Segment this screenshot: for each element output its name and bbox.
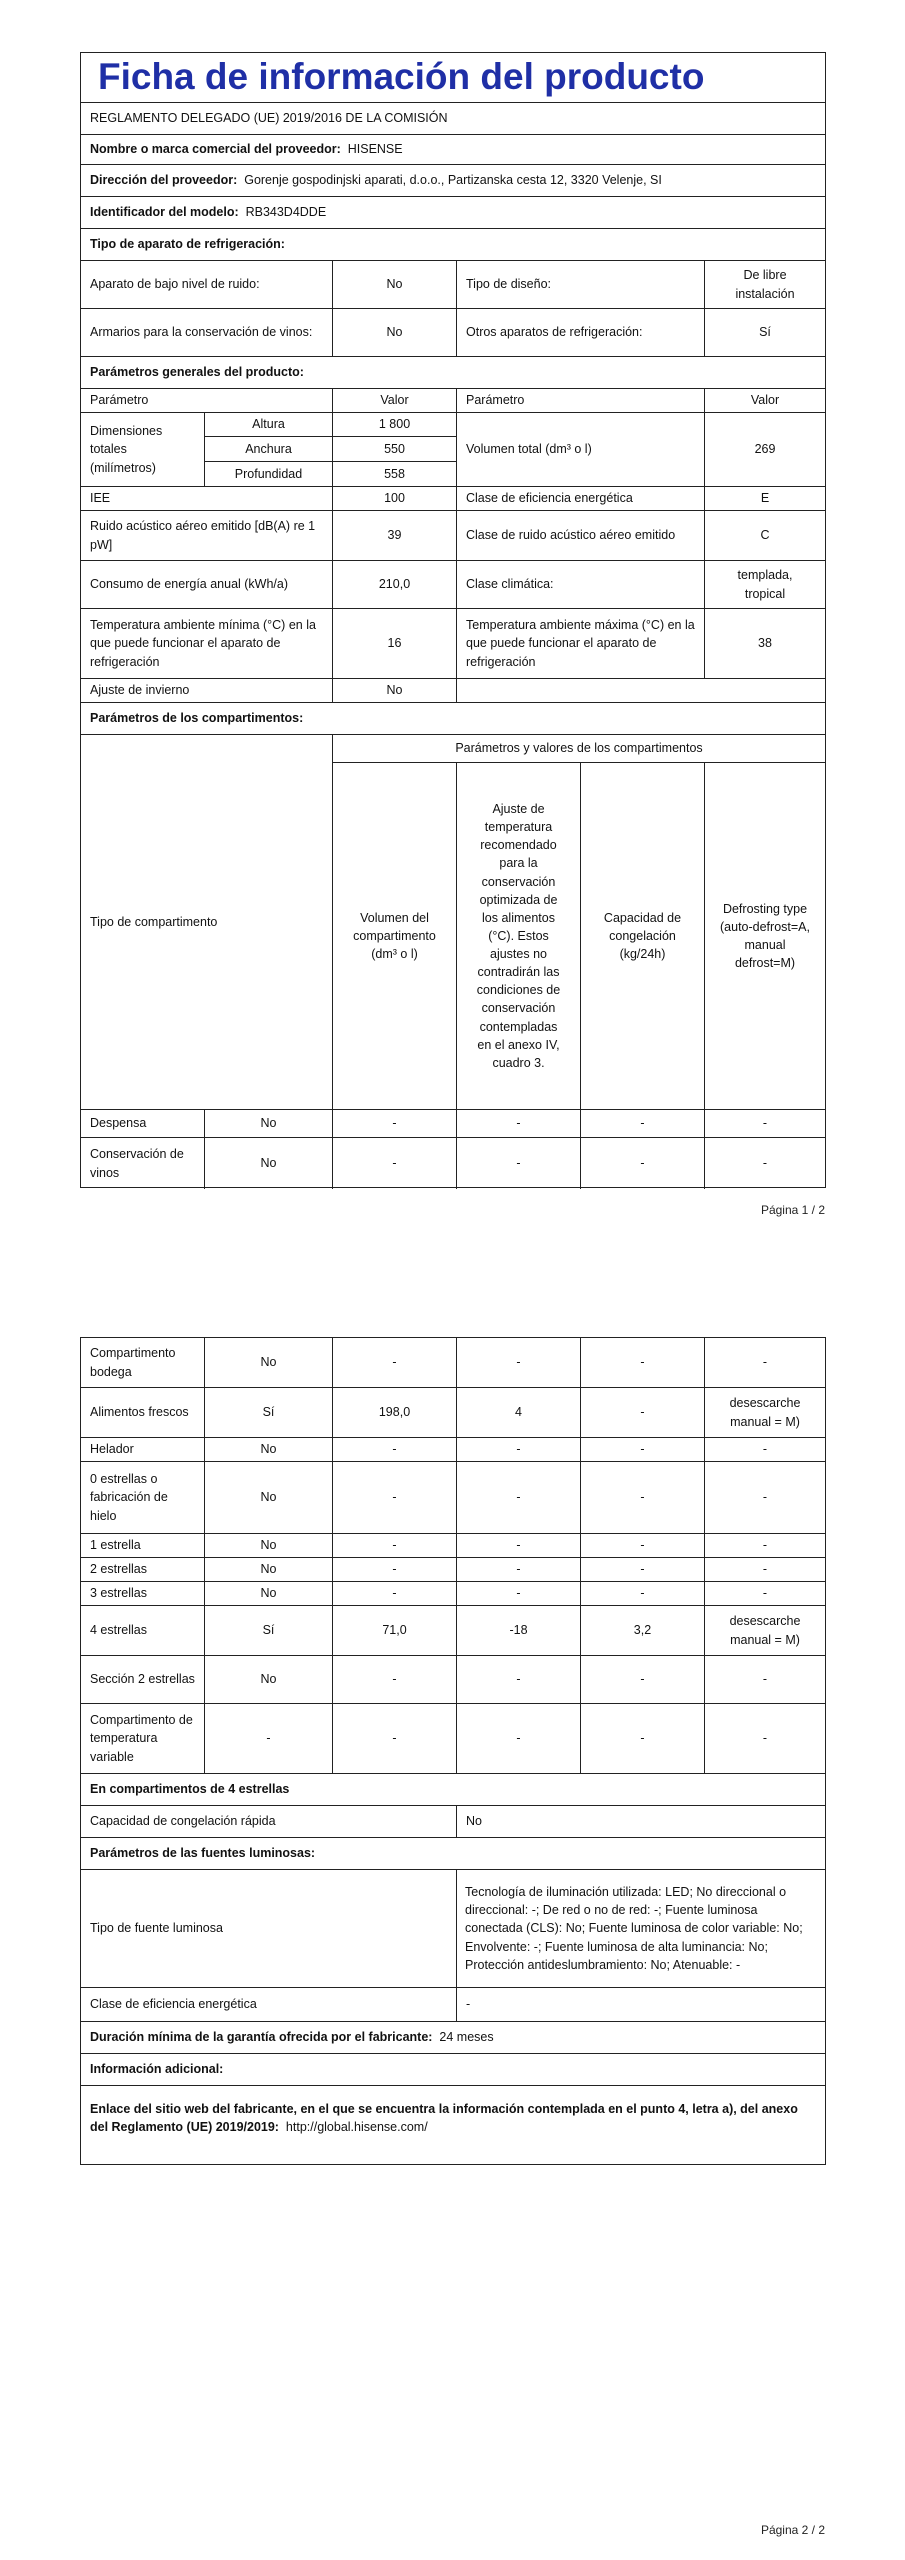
eei-row <box>81 487 825 511</box>
compartment-temp: - <box>457 1582 581 1605</box>
compartment-freeze: - <box>581 1582 705 1605</box>
supplier-address-label: Dirección del proveedor: <box>90 173 238 188</box>
general-heading: Parámetros generales del producto: <box>90 365 304 380</box>
product-info-sheet-page-2 <box>80 1337 826 2165</box>
eei-label: IEE <box>81 487 333 510</box>
compartment-row <box>81 1438 825 1462</box>
compartment-freeze: - <box>581 1438 705 1461</box>
appliance-type-heading-row <box>81 229 825 261</box>
design-type-value: De libre instalación <box>735 268 795 301</box>
low-noise-label: Aparato de bajo nivel de ruido: <box>81 261 333 308</box>
appliance-type-heading: Tipo de aparato de refrigeración: <box>90 237 285 252</box>
compartment-temp: - <box>457 1558 581 1581</box>
additional-info-heading: Información adicional: <box>90 2062 224 2077</box>
compartment-row <box>81 1656 825 1704</box>
compartment-present: No <box>205 1462 333 1533</box>
compartment-temp: - <box>457 1338 581 1387</box>
low-noise-row <box>81 261 825 309</box>
fast-freeze-value: No <box>466 1814 482 1829</box>
max-temp-value: 38 <box>758 636 772 651</box>
compartment-name: Helador <box>81 1438 205 1461</box>
light-heading: Parámetros de las fuentes luminosas: <box>90 1846 316 1861</box>
supplier-brand-row <box>81 135 825 165</box>
general-heading-row <box>81 357 825 389</box>
group-header-cell <box>333 735 825 763</box>
climate-class-value: templada, tropical <box>737 568 793 601</box>
compartment-name: Sección 2 estrellas <box>81 1656 205 1703</box>
compartment-name: Conservación de vinos <box>81 1138 205 1189</box>
min-temp-value: 16 <box>333 609 457 678</box>
height-value: 1 800 <box>333 413 457 436</box>
light-type-value: Tecnología de iluminación utilizada: LED; No direccional o direccional: -; De red o no de red: -; Fuente luminosa conectada (CLS): No; Fuente luminosa de color variable: No; Envolvente: -; Fuente luminosa de alta luminancia: No; Protección antideslumbramiento: No; Atenuable: - <box>465 1885 803 1972</box>
compartment-temp: 4 <box>457 1388 581 1437</box>
col-param-header-left: Parámetro <box>81 389 333 412</box>
energy-class-value: E <box>760 491 770 506</box>
compartment-volume: 71,0 <box>333 1606 457 1655</box>
compartment-defrost: desescarche manual = M) <box>729 1396 801 1429</box>
product-info-sheet-page-1 <box>80 52 826 1188</box>
wine-cabinet-value: No <box>333 309 457 356</box>
col-value-header-right: Valor <box>750 393 780 408</box>
fast-freeze-row <box>81 1806 825 1838</box>
compartment-name: 2 estrellas <box>81 1558 205 1581</box>
depth-subrow <box>205 462 457 487</box>
light-type-row <box>81 1870 825 1988</box>
eei-value: 100 <box>333 487 457 510</box>
compartment-defrost: - <box>762 1538 768 1553</box>
depth-value: 558 <box>333 462 457 487</box>
compartments-header-block <box>81 735 825 1110</box>
warranty-value: 24 meses <box>439 2030 494 2045</box>
compartment-present: No <box>205 1110 333 1137</box>
compartment-volume: - <box>333 1338 457 1387</box>
compartment-name: 4 estrellas <box>81 1606 205 1655</box>
depth-label: Profundidad <box>205 462 333 487</box>
website-link[interactable]: http://global.hisense.com/ <box>285 2120 428 2135</box>
noise-value: 39 <box>333 511 457 560</box>
compartment-present: No <box>205 1138 333 1189</box>
compartment-row <box>81 1582 825 1606</box>
compartments-heading-row <box>81 703 825 735</box>
wine-cabinet-row <box>81 309 825 357</box>
compartment-defrost: - <box>762 1355 768 1370</box>
width-value: 550 <box>333 437 457 461</box>
consumption-row <box>81 561 825 609</box>
compartment-volume: - <box>333 1438 457 1461</box>
compartment-temp: - <box>457 1534 581 1557</box>
col-temp-header: Ajuste de temperatura recomendado para la conservación optimizada de los alimentos (°C). Estos ajustes no contradirán las condiciones de conservación contempladas en el anexo IV, cuadro 3. <box>457 763 581 1109</box>
light-class-label: Clase de eficiencia energética <box>81 1988 457 2021</box>
compartment-freeze: - <box>581 1138 705 1189</box>
compartment-defrost: - <box>762 1442 768 1457</box>
general-header-row <box>81 389 825 413</box>
compartment-volume: - <box>333 1558 457 1581</box>
column-headers <box>333 763 825 1109</box>
height-subrow <box>205 413 457 437</box>
supplier-brand-value: HISENSE <box>347 142 403 157</box>
compartment-freeze: - <box>581 1656 705 1703</box>
compartment-row <box>81 1606 825 1656</box>
compartment-row <box>81 1388 825 1438</box>
supplier-brand-label: Nombre o marca comercial del proveedor: <box>90 142 341 157</box>
compartment-defrost: - <box>762 1116 768 1131</box>
compartment-temp: - <box>457 1138 581 1189</box>
regulation-text: REGLAMENTO DELEGADO (UE) 2019/2016 DE LA COMISIÓN <box>90 111 448 126</box>
compartment-row <box>81 1110 825 1138</box>
compartment-present: No <box>205 1656 333 1703</box>
compartment-present: No <box>205 1582 333 1605</box>
consumption-label: Consumo de energía anual (kWh/a) <box>81 561 333 608</box>
compartment-defrost: - <box>762 1562 768 1577</box>
other-appliance-value: Sí <box>759 325 771 340</box>
compartment-present: No <box>205 1338 333 1387</box>
supplier-address-value: Gorenje gospodinjski aparati, d.o.o., Partizanska cesta 12, 3320 Velenje, SI <box>244 173 662 188</box>
compartment-temp: - <box>457 1704 581 1773</box>
compartment-defrost: - <box>762 1731 768 1746</box>
light-class-value: - <box>466 1997 471 2012</box>
four-star-heading: En compartimentos de 4 estrellas <box>90 1782 290 1797</box>
winter-row <box>81 679 825 703</box>
noise-class-value: C <box>760 528 770 543</box>
warranty-row <box>81 2022 825 2054</box>
wine-cabinet-label: Armarios para la conservación de vinos: <box>81 309 333 356</box>
dimensions-label: Dimensiones totales (milímetros) <box>81 413 205 486</box>
col-value-header-left: Valor <box>333 389 457 412</box>
compartment-temp: - <box>457 1438 581 1461</box>
height-label: Altura <box>205 413 333 436</box>
compartment-row <box>81 1338 825 1388</box>
title-row <box>81 53 825 103</box>
compartment-defrost: desescarche manual = M) <box>729 1614 801 1647</box>
website-row <box>81 2086 825 2166</box>
compartment-temp: -18 <box>457 1606 581 1655</box>
compartment-row <box>81 1558 825 1582</box>
compartment-volume: - <box>333 1138 457 1189</box>
dimensions-block <box>81 413 825 487</box>
compartment-temp: - <box>457 1656 581 1703</box>
four-star-heading-row <box>81 1774 825 1806</box>
compartment-present: - <box>205 1704 333 1773</box>
compartment-volume: - <box>333 1656 457 1703</box>
warranty-label: Duración mínima de la garantía ofrecida por el fabricante: <box>90 2030 433 2045</box>
compartment-temp: - <box>457 1462 581 1533</box>
col-defrost-header: Defrosting type (auto-defrost=A, manual defrost=M) <box>720 901 810 971</box>
compartments-heading: Parámetros de los compartimentos: <box>90 711 304 726</box>
compartment-freeze: 3,2 <box>581 1606 705 1655</box>
compartment-name: Compartimento de temperatura variable <box>81 1704 205 1773</box>
total-volume-label: Volumen total (dm³ o l) <box>457 413 705 486</box>
light-class-row <box>81 1988 825 2022</box>
compartment-present: No <box>205 1534 333 1557</box>
noise-label: Ruido acústico aéreo emitido [dB(A) re 1 pW] <box>81 511 333 560</box>
compartment-name: Alimentos frescos <box>81 1388 205 1437</box>
compartment-defrost: - <box>762 1156 768 1171</box>
compartment-type-header: Tipo de compartimento <box>81 735 333 1109</box>
max-temp-label: Temperatura ambiente máxima (°C) en la que puede funcionar el aparato de refrigeración <box>457 609 705 678</box>
noise-class-label: Clase de ruido acústico aéreo emitido <box>457 511 705 560</box>
winter-value: No <box>333 679 457 702</box>
compartment-name: 1 estrella <box>81 1534 205 1557</box>
noise-row <box>81 511 825 561</box>
compartment-defrost: - <box>762 1490 768 1505</box>
total-volume-value: 269 <box>754 442 776 457</box>
compartment-group-header: Parámetros y valores de los compartimentos <box>455 741 703 756</box>
compartment-name: 3 estrellas <box>81 1582 205 1605</box>
page-number-1: Página 1 / 2 <box>760 1203 825 1217</box>
fast-freeze-label: Capacidad de congelación rápida <box>81 1806 457 1837</box>
compartment-volume: 198,0 <box>333 1388 457 1437</box>
model-id-value: RB343D4DDE <box>245 205 327 220</box>
compartment-row <box>81 1462 825 1534</box>
compartment-row <box>81 1138 825 1189</box>
compartment-name: Compartimento bodega <box>81 1338 205 1387</box>
compartment-present: No <box>205 1558 333 1581</box>
compartment-defrost: - <box>762 1586 768 1601</box>
ambient-temp-row <box>81 609 825 679</box>
model-id-row <box>81 197 825 229</box>
compartment-freeze: - <box>581 1704 705 1773</box>
compartment-volume: - <box>333 1704 457 1773</box>
light-heading-row <box>81 1838 825 1870</box>
width-label: Anchura <box>205 437 333 461</box>
compartment-present: Sí <box>205 1606 333 1655</box>
compartment-volume: - <box>333 1534 457 1557</box>
additional-info-row <box>81 2054 825 2086</box>
compartment-present: Sí <box>205 1388 333 1437</box>
energy-class-label: Clase de eficiencia energética <box>457 487 705 510</box>
winter-label: Ajuste de invierno <box>81 679 333 702</box>
winter-empty-cell <box>457 679 825 702</box>
col-freeze-header: Capacidad de congelación (kg/24h) <box>581 763 705 1109</box>
compartment-name: Despensa <box>81 1110 205 1137</box>
col-param-header-right: Parámetro <box>457 389 705 412</box>
page-title: Ficha de información del producto <box>98 56 705 98</box>
climate-class-label: Clase climática: <box>457 561 705 608</box>
compartment-freeze: - <box>581 1462 705 1533</box>
compartment-row <box>81 1704 825 1774</box>
low-noise-value: No <box>333 261 457 308</box>
compartment-name: 0 estrellas o fabricación de hielo <box>81 1462 205 1533</box>
page-number-2: Página 2 / 2 <box>760 2523 825 2537</box>
compartment-volume: - <box>333 1462 457 1533</box>
compartment-freeze: - <box>581 1338 705 1387</box>
compartment-temp: - <box>457 1110 581 1137</box>
width-subrow <box>205 437 457 462</box>
col-volume-header: Volumen del compartimento (dm³ o l) <box>333 763 457 1109</box>
compartment-freeze: - <box>581 1388 705 1437</box>
compartment-freeze: - <box>581 1558 705 1581</box>
compartment-volume: - <box>333 1582 457 1605</box>
compartment-freeze: - <box>581 1110 705 1137</box>
compartment-defrost: - <box>762 1672 768 1687</box>
regulation-row <box>81 103 825 135</box>
compartment-present: No <box>205 1438 333 1461</box>
consumption-value: 210,0 <box>333 561 457 608</box>
light-type-label: Tipo de fuente luminosa <box>81 1870 457 1987</box>
design-type-label: Tipo de diseño: <box>457 261 705 308</box>
compartment-row <box>81 1534 825 1558</box>
other-appliance-label: Otros aparatos de refrigeración: <box>457 309 705 356</box>
compartment-volume: - <box>333 1110 457 1137</box>
min-temp-label: Temperatura ambiente mínima (°C) en la que puede funcionar el aparato de refrigeración <box>81 609 333 678</box>
website-label: Enlace del sitio web del fabricante, en el que se encuentra la información contemplada en el punto 4, letra a), del anexo del Reglamento (UE) 2019/2019: <box>90 2102 798 2135</box>
supplier-address-row <box>81 165 825 197</box>
model-id-label: Identificador del modelo: <box>90 205 239 220</box>
compartment-freeze: - <box>581 1534 705 1557</box>
